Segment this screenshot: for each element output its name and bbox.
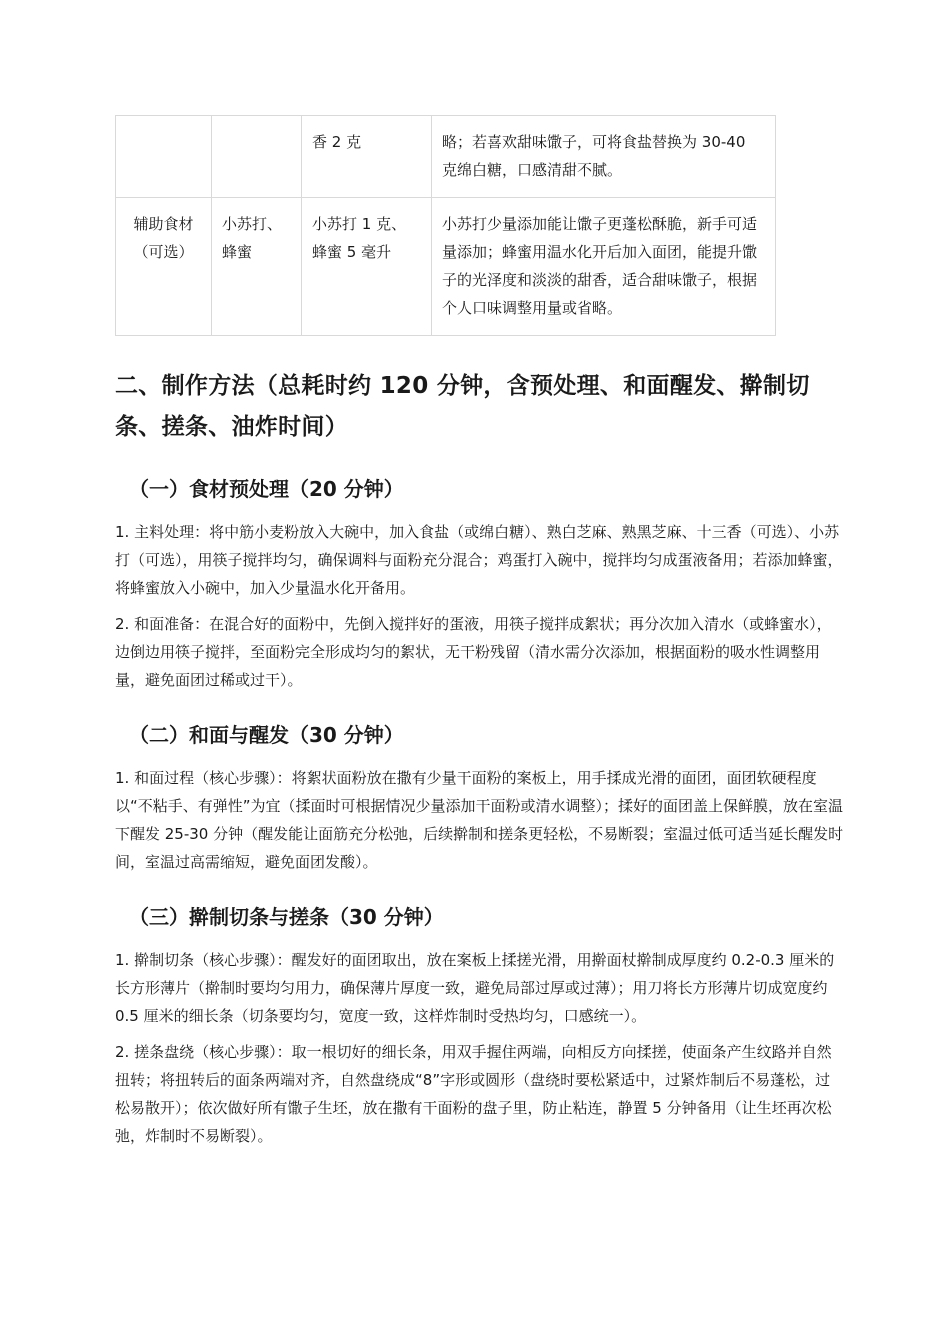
table-cell-amount: 小苏打 1 克、蜂蜜 5 毫升 <box>302 198 432 336</box>
table-row <box>116 198 776 336</box>
table-cell-item <box>212 116 302 198</box>
step-paragraph: 2. 搓条盘绕（核心步骤）：取一根切好的细长条，用双手握住两端，向相反方向揉搓，使面条产生纹路并自然扭转；将扭转后的面条两端对齐，自然盘绕成“8”字形或圆形（盘绕时要松紧适中，过紧炸制后不易蓬松，过松易散开）；依次做好所有馓子生坯，放在撒有干面粉的盘子里，防止粘连，静置 5 分钟备用（让生坯再次松弛，炸制时不易断裂）。 <box>115 1043 832 1145</box>
document-page <box>115 115 845 1158</box>
step-paragraph: 1. 擀制切条（核心步骤）：醒发好的面团取出，放在案板上揉搓光滑，用擀面杖擀制成厚度约 0.2-0.3 厘米的长方形薄片（擀制时要均匀用力，确保薄片厚度一致，避免局部过厚或过薄）；用刀将长方形薄片切成宽度约 0.5 厘米的细长条（切条要均匀，宽度一致，这样炸制时受热均匀，口感统一）。 <box>115 951 835 1025</box>
step-paragraph: 1. 和面过程（核心步骤）：将絮状面粉放在撒有少量干面粉的案板上，用手揉成光滑的面团，面团软硬程度以“不粘手、有弹性”为宜（揉面时可根据情况少量添加干面粉或清水调整）；揉好的面团盖上保鲜膜，放在室温下醒发 25-30 分钟（醒发能让面筋充分松弛，后续擀制和搓条更轻松，不易断裂；室温过低可适当延长醒发时间，室温过高需缩短，避免面团发酸）。 <box>115 769 844 871</box>
subsection-heading: （一）食材预处理（20 分钟） <box>129 477 404 501</box>
table-cell-note: 小苏打少量添加能让馓子更蓬松酥脆，新手可适量添加；蜂蜜用温水化开后加入面团，能提升馓子的光泽度和淡淡的甜香，适合甜味馓子，根据个人口味调整用量或省略。 <box>432 198 776 336</box>
ingredients-table <box>115 115 776 336</box>
table-cell-item: 小苏打、蜂蜜 <box>212 198 302 336</box>
table-cell-amount: 香 2 克 <box>302 116 432 198</box>
step-paragraph: 1. 主料处理：将中筋小麦粉放入大碗中，加入食盐（或绵白糖）、熟白芝麻、熟黑芝麻、十三香（可选）、小苏打（可选），用筷子搅拌均匀，确保调料与面粉充分混合；鸡蛋打入碗中，搅拌均匀成蛋液备用；若添加蜂蜜，将蜂蜜放入小碗中，加入少量温水化开备用。 <box>115 523 843 597</box>
subsection-heading: （三）擀制切条与搓条（30 分钟） <box>129 905 444 929</box>
table-cell-category: 辅助食材（可选） <box>116 198 212 336</box>
subsection-heading: （二）和面与醒发（30 分钟） <box>129 723 404 747</box>
section-heading: 二、制作方法（总耗时约 120 分钟，含预处理、和面醒发、擀制切条、搓条、油炸时间） <box>115 373 810 440</box>
table-row <box>116 116 776 198</box>
step-paragraph: 2. 和面准备：在混合好的面粉中，先倒入搅拌好的蛋液，用筷子搅拌成絮状；再分次加入清水（或蜂蜜水），边倒边用筷子搅拌，至面粉完全形成均匀的絮状，无干粉残留（清水需分次添加，根据面粉的吸水性调整用量，避免面团过稀或过干）。 <box>115 615 832 689</box>
table-cell-category <box>116 116 212 198</box>
table-cell-note: 略；若喜欢甜味馓子，可将食盐替换为 30-40 克绵白糖，口感清甜不腻。 <box>432 116 776 198</box>
